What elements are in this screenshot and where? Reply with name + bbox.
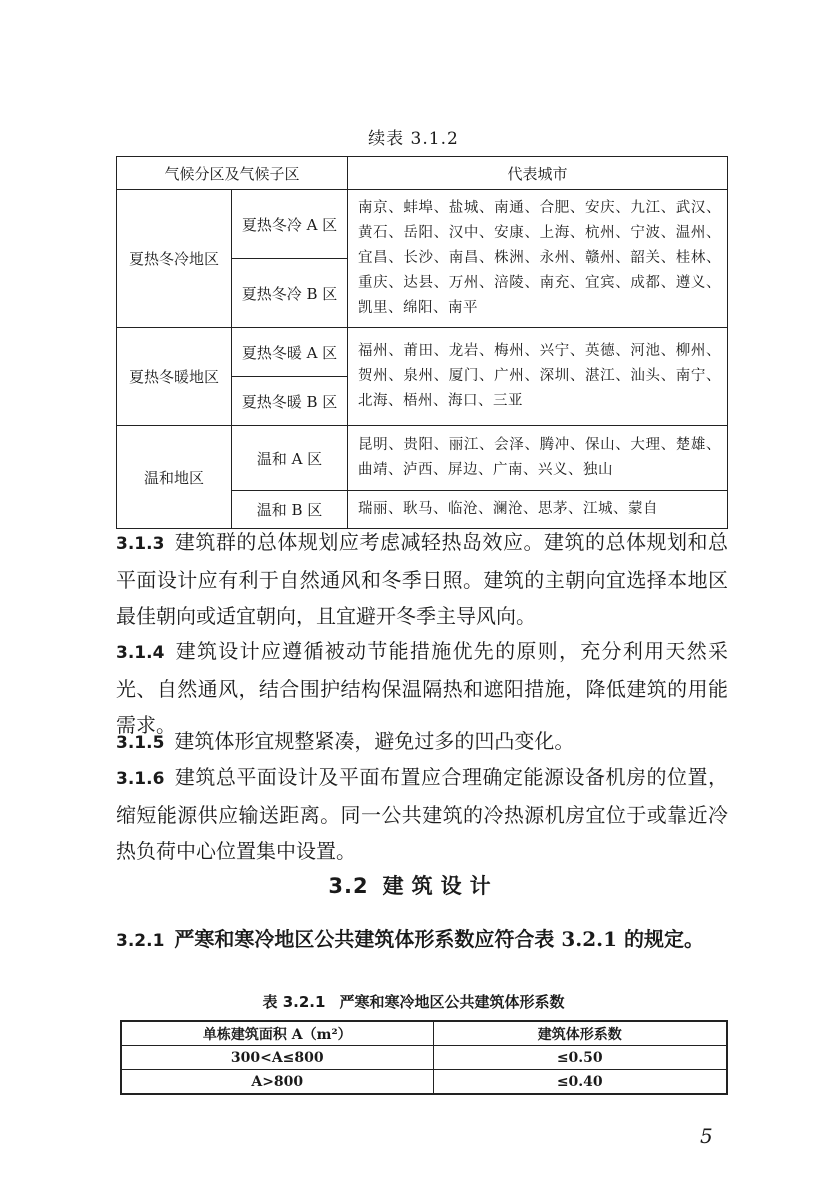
shape-coefficient-table <box>120 1020 728 1095</box>
header-coefficient: 建筑体形系数 <box>433 1021 727 1046</box>
clause-number: 3.2.1 <box>116 931 165 951</box>
clause-number: 3.1.5 <box>116 733 165 753</box>
city-list: 昆明、贵阳、丽江、会泽、腾冲、保山、大理、楚雄、曲靖、泸西、屏边、广南、兴义、独山 <box>348 426 728 491</box>
subzone-label: 夏热冬冷 B 区 <box>232 259 348 328</box>
subzone-label: 夏热冬暖 B 区 <box>232 377 348 426</box>
climate-zone-table <box>116 156 728 529</box>
coefficient-limit: ≤0.40 <box>433 1070 727 1095</box>
header-zone: 气候分区及气候子区 <box>117 157 348 190</box>
city-list: 福州、莆田、龙岩、梅州、兴宁、英德、河池、柳州、贺州、泉州、厦门、广州、深圳、湛江、汕头、南宁、北海、梧州、海口、三亚 <box>348 328 728 426</box>
coefficient-limit: ≤0.50 <box>433 1046 727 1070</box>
table-row <box>121 1046 727 1070</box>
header-cities: 代表城市 <box>348 157 728 190</box>
city-list: 瑞丽、耿马、临沧、澜沧、思茅、江城、蒙自 <box>348 491 728 529</box>
city-list: 南京、蚌埠、盐城、南通、合肥、安庆、九江、武汉、黄石、岳阳、汉中、安康、上海、杭州、宁波、温州、宜昌、长沙、南昌、株洲、永州、赣州、韶关、桂林、重庆、达县、万州、涪陵、南充、宜宾、成都、遵义、凯里、绵阳、南平 <box>348 190 728 328</box>
clause-3-1-6 <box>116 759 728 869</box>
section-number: 3.2 <box>328 874 369 898</box>
clause-text: 建筑群的总体规划应考虑减轻热岛效应。建筑的总体规划和总平面设计应有利于自然通风和冬季日照。建筑的主朝向宜选择本地区最佳朝向或适宜朝向，且宜避开冬季主导风向。 <box>116 530 728 628</box>
header-area: 单栋建筑面积 A（m²） <box>121 1021 433 1046</box>
zone-label: 夏热冬冷地区 <box>117 190 232 328</box>
subzone-label: 温和 A 区 <box>232 426 348 491</box>
subzone-label: 夏热冬暖 A 区 <box>232 328 348 377</box>
zone-label: 温和地区 <box>117 426 232 529</box>
subzone-label: 温和 B 区 <box>232 491 348 529</box>
clause-3-1-5 <box>116 723 728 761</box>
clause-number: 3.1.4 <box>116 643 165 663</box>
table-row <box>121 1070 727 1095</box>
clause-text: 建筑体形宜规整紧凑，避免过多的凹凸变化。 <box>174 729 575 753</box>
table-caption: 续表 3.1.2 <box>368 129 459 149</box>
clause-3-1-3 <box>116 524 728 634</box>
table-caption <box>0 991 827 1012</box>
area-range: 300<A≤800 <box>121 1046 433 1070</box>
clause-text: 建筑总平面设计及平面布置应合理确定能源设备机房的位置，缩短能源供应输送距离。同一公共建筑的冷热源机房宜位于或靠近冷热负荷中心位置集中设置。 <box>116 765 728 863</box>
zone-label: 夏热冬暖地区 <box>117 328 232 426</box>
section-heading <box>0 870 827 900</box>
area-range: A>800 <box>121 1070 433 1095</box>
table-number: 表 3.2.1 <box>262 993 326 1011</box>
clause-text: 建筑设计应遵循被动节能措施优先的原则，充分利用天然采光、自然通风，结合围护结构保温隔热和遮阳措施，降低建筑的用能需求。 <box>116 639 728 737</box>
clause-text: 严寒和寒冷地区公共建筑体形系数应符合表 3.2.1 的规定。 <box>174 927 705 951</box>
subzone-label: 夏热冬冷 A 区 <box>232 190 348 259</box>
page-number: 5 <box>700 1124 713 1148</box>
table-title: 严寒和寒冷地区公共建筑体形系数 <box>339 993 565 1011</box>
clause-3-2-1 <box>116 921 728 959</box>
section-title: 建筑设计 <box>382 873 499 898</box>
clause-number: 3.1.6 <box>116 769 165 789</box>
clause-number: 3.1.3 <box>116 534 165 554</box>
